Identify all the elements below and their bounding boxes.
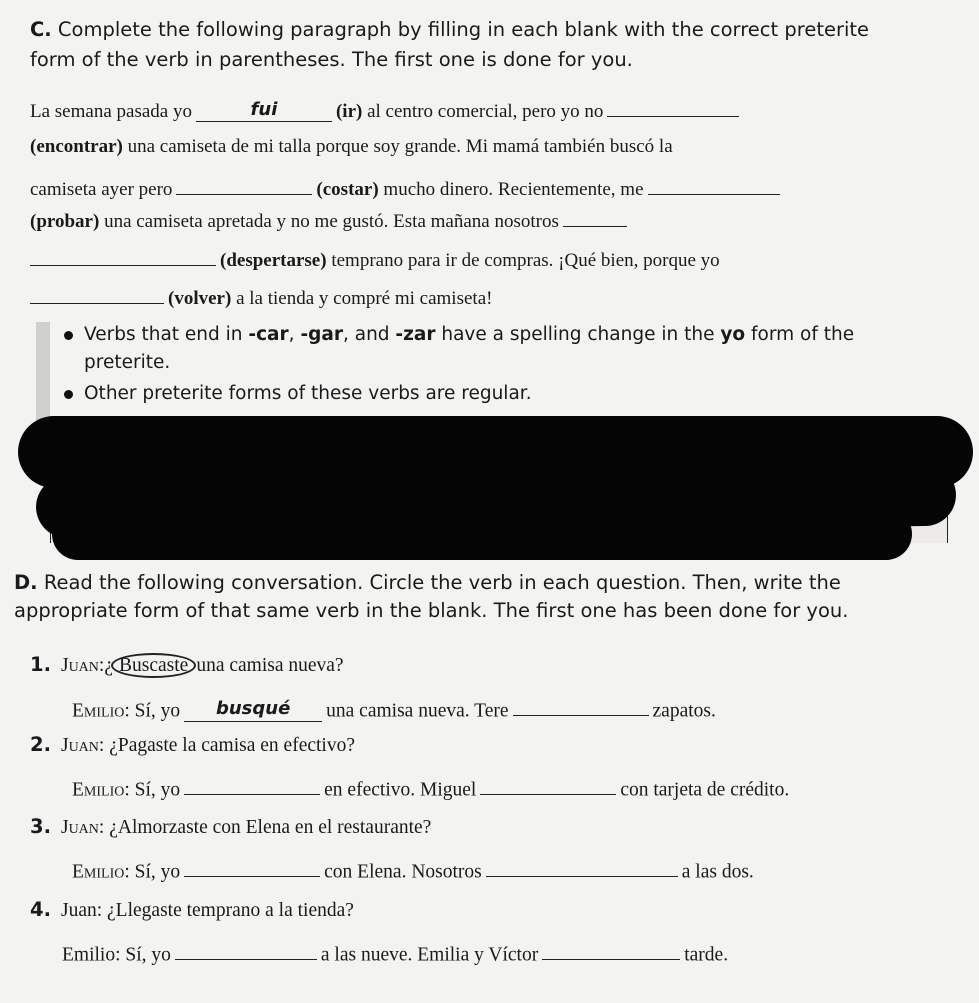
note-sidebar [36,322,50,422]
paragraph-line-6: (volver) a la tienda y compré mi camiseta! [30,283,492,310]
blank-2[interactable] [607,96,739,117]
section-d-letter: D. [14,571,38,594]
blank-d4-b[interactable] [542,939,680,960]
section-d-instructions-line1: D. Read the following conversation. Circle the verb in each question. Then, write the [14,571,841,594]
paragraph-line-4: (probar) una camiseta apretada y no me gustó. Esta mañana nosotros [30,206,631,233]
section-d-instructions-line2: appropriate form of that same verb in the blank. The first one has been done for you. [14,599,849,622]
answer-busque: busqué [215,698,291,720]
answer-4-line: Emilio: Sí, yo a las nueve. Emilia y Víctor tarde. [62,939,728,966]
paragraph-line-2: (encontrar) una camiseta de mi talla porque soy grande. Mi mamá también buscó la [30,136,673,157]
paragraph-line-5: (despertarse) temprano para ir de compras. ¡Qué bien, porque yo [30,245,720,272]
note-1-line-2: preterite. [84,352,171,373]
bullet-icon [64,390,73,399]
paragraph-line-3: camiseta ayer pero (costar) mucho dinero. Recientemente, me [30,174,784,201]
blank-4[interactable] [648,174,780,195]
note-1-line-1: Verbs that end in -car, -gar, and -zar have a spelling change in the yo form of the [84,324,855,345]
question-2: 2. Juan: ¿Pagaste la camisa en efectivo? [30,733,355,756]
question-1: 1. Juan:¿ Buscaste una camisa nueva? [30,653,344,676]
section-c-instructions-line2: form of the verb in parentheses. The first one is done for you. [30,48,633,71]
blank-5[interactable] [563,206,627,227]
blank-6[interactable] [30,245,216,266]
blank-d3-b[interactable] [486,856,678,877]
blank-d2-a[interactable] [184,774,320,795]
circled-verb: Buscaste [111,653,196,678]
blank-d4-a[interactable] [175,939,317,960]
bullet-icon [64,331,73,340]
blank-d2-b[interactable] [480,774,616,795]
blank-1[interactable] [196,98,332,122]
note-2: Other preterite forms of these verbs are regular. [84,383,532,404]
section-c-instructions-line1: C. Complete the following paragraph by filling in each blank with the correct preterite [30,18,870,41]
question-4: 4. Juan: ¿Llegaste temprano a la tienda? [30,898,354,921]
blank-3[interactable] [176,174,312,195]
paragraph-line-1: La semana pasada yo fui (ir) al centro comercial, pero yo no [30,96,743,123]
answer-3-line: Emilio: Sí, yo con Elena. Nosotros a las dos. [72,856,754,883]
answer-1: fui [250,98,278,120]
answer-1-line: Emilio: Sí, yo busqué una camisa nueva. Tere zapatos. [72,695,716,722]
blank-d1-a[interactable] [184,700,322,721]
question-3: 3. Juan: ¿Almorzaste con Elena en el restaurante? [30,815,432,838]
blank-d1-b[interactable] [513,695,649,716]
blank-d3-a[interactable] [184,856,320,877]
answer-2-line: Emilio: Sí, yo en efectivo. Miguel con tarjeta de crédito. [72,774,789,801]
blank-7[interactable] [30,283,164,304]
section-c-letter: C. [30,18,52,41]
redaction-scribble [52,508,912,560]
